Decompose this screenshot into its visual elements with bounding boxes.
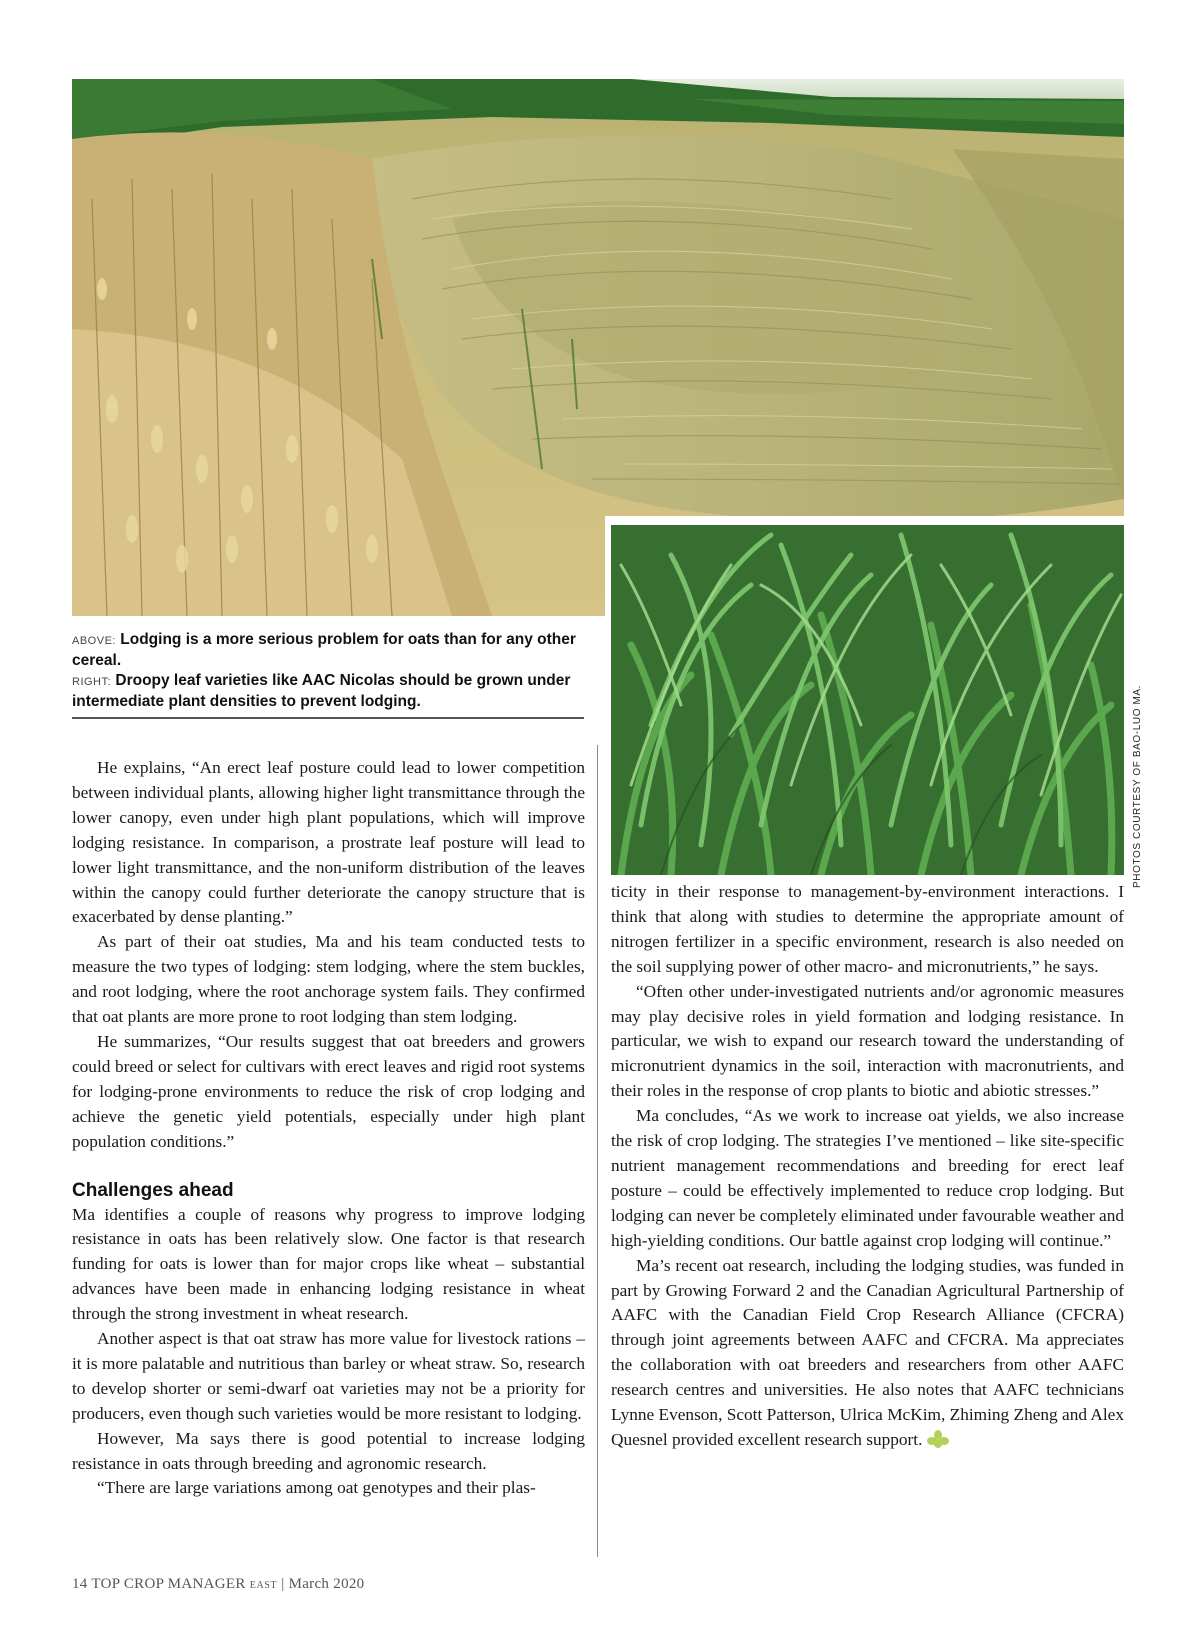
left-column <box>72 756 585 1501</box>
droopy-leaf-oat-photo <box>611 525 1124 875</box>
photo-caption <box>72 630 584 712</box>
article-paragraph: As part of their oat studies, Ma and his team conducted tests to measure the two types of lodging: stem lodging, where the stem buckles, and root lodging, where the root anchorage system fails. They confirmed that oat plants are more prone to root lodging than stem lodging. <box>72 932 585 1027</box>
article-paragraph: “Often other under-investigated nutrients and/or agronomic measures may play decisive roles in yield formation and lodging resistance. In particular, we wish to expand our research toward the understanding of micronutrient dynamics in the soil, interaction with macronutrients, and their roles in the response of crop plants to biotic and abiotic stresses.” <box>611 981 1124 1101</box>
caption-right <box>72 671 584 712</box>
article-paragraph: Ma identifies a couple of reasons why progress to improve lodging resistance in oats has been relatively slow. One factor is that research funding for oats is lower than for major crops like wheat – substantial advances have been made in enhancing lodging resistance in wheat through the strong investment in wheat research. <box>72 1204 585 1324</box>
end-mark-leaf-icon <box>927 1430 949 1448</box>
caption-right-text: Droopy leaf varieties like AAC Nicolas should be grown under intermediate plant densities to prevent lodging. <box>72 672 571 710</box>
article-paragraph: “There are large variations among oat genotypes and their plas- <box>97 1478 536 1498</box>
right-column <box>611 880 1124 1453</box>
article-paragraph: Another aspect is that oat straw has more value for livestock rations – it is more palatable and nutritious than barley or wheat straw. So, research to develop shorter or semi-dwarf oat varieties may not be a priority for producers, even though such varieties would be more resistant to lodging. <box>72 1329 585 1423</box>
article-paragraph: He explains, “An erect leaf posture could lead to lower competition between individual plants, allowing higher light transmittance through the lower canopy, even under high plant populations, which will improve lodging resistance. In comparison, a prostrate leaf posture will lead to lower light transmittance, and the non-uniform distribution of the leaves within the canopy could further deteriorate the canopy structure that is exacerbated by dense planting.” <box>72 758 585 927</box>
article-paragraph-final <box>611 1254 1124 1453</box>
article-paragraph: Ma concludes, “As we work to increase oat yields, we also increase the risk of crop lodging. The strategies I’ve mentioned – like site-specific nutrient management recommendations and breeding for erect leaf posture – could be effectively implemented to reduce crop lodging. But lodging can never be completely eliminated under favourable weather and high-yielding conditions. Our battle against crop lodging will continue.” <box>611 1106 1124 1250</box>
caption-right-label: RIGHT: <box>72 676 112 688</box>
page-footer <box>72 1576 364 1593</box>
magazine-name: TOP CROP MANAGER <box>91 1576 246 1592</box>
caption-divider <box>72 717 584 719</box>
photo-credit: PHOTOS COURTESY OF BAO-LUO MA. <box>1132 684 1143 888</box>
caption-above-label: ABOVE: <box>72 635 116 647</box>
page-number: 14 <box>72 1576 88 1592</box>
issue-date: March 2020 <box>288 1576 365 1592</box>
final-paragraph-text: Ma’s recent oat research, including the lodging studies, was funded in part by Growing Forward 2 and the Canadian Agricultural Partnership of AAFC with the Canadian Field Crop Research Alliance (CFCRA) through joint agreements between AAFC and CFCRA. Ma appreciates the collaboration with oat breeders and researchers from other AAFC research centres and universities. He also notes that AAFC technicians Lynne Evenson, Scott Patterson, Ulrica McKim, Zhiming Zheng and Alex Quesnel provided excellent research support. <box>611 1255 1124 1449</box>
footer-separator: | <box>281 1576 285 1592</box>
caption-above <box>72 630 584 671</box>
article-paragraph: He summarizes, “Our results suggest that oat breeders and growers could breed or select for cultivars with erect leaves and rigid root systems for lodging-prone environments to reduce the risk of crop lodging and achieve the genetic yield potentials, especially under high plant population conditions.” <box>72 1031 585 1151</box>
section-heading: Challenges ahead <box>72 1179 234 1201</box>
caption-above-text: Lodging is a more serious problem for oats than for any other cereal. <box>72 631 576 669</box>
column-divider <box>597 745 598 1557</box>
article-paragraph: ticity in their response to management-by-environment interactions. I think that along with studies to determine the appropriate amount of nitrogen fertilizer in a specific environment, research is also needed on the soil supplying power of other macro- and micronutrients,” he says. <box>611 882 1124 976</box>
article-paragraph: However, Ma says there is good potential to increase lodging resistance in oats through breeding and agronomic research. <box>72 1428 585 1473</box>
magazine-edition: EAST <box>249 1580 278 1591</box>
